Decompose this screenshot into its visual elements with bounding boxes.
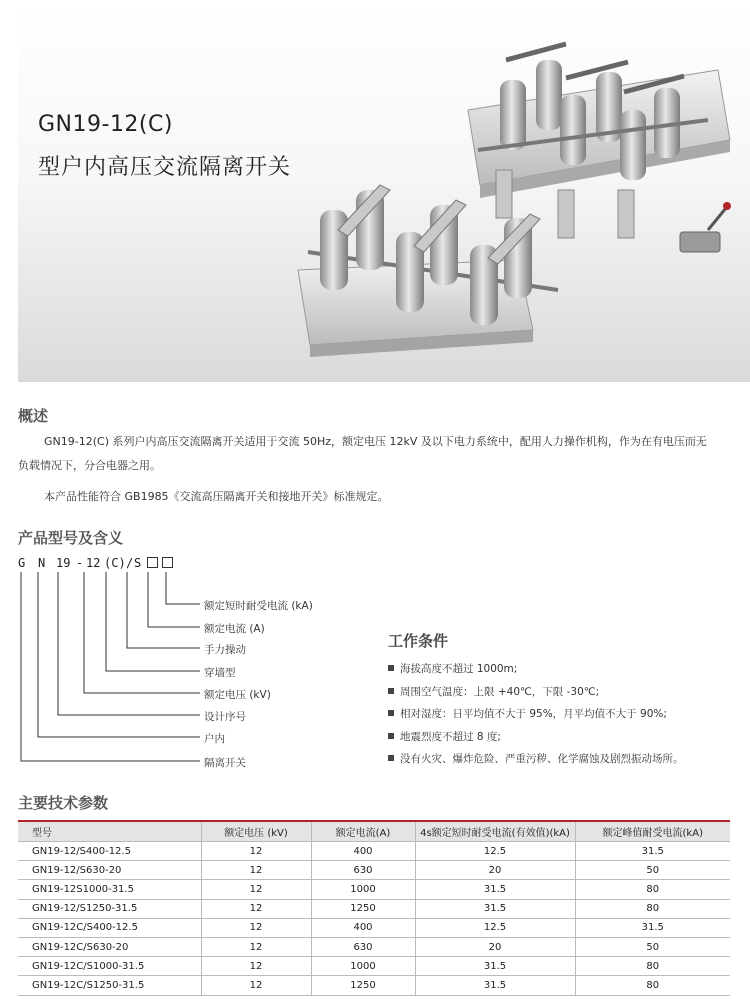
cell-current: 400 (311, 918, 415, 937)
col-header-peak-current: 额定峰值耐受电流(kA) (575, 821, 730, 842)
bullet-icon (388, 710, 394, 716)
condition-item: 周围空气温度：上限 +40℃，下限 -30℃; (388, 681, 684, 704)
condition-item: 海拔高度不超过 1000m; (388, 658, 684, 681)
cell-peak: 80 (575, 957, 730, 976)
table-header-row (18, 821, 730, 842)
code-19: 19 (56, 556, 71, 570)
cell-peak: 31.5 (575, 918, 730, 937)
overview-paragraph-line2: 负载情况下，分合电器之用。 (18, 459, 161, 472)
table-row (18, 918, 730, 937)
bullet-icon (388, 665, 394, 671)
bullet-icon (388, 688, 394, 694)
meaning-manual-operation: 手力操动 (204, 644, 246, 656)
meaning-short-time-current: 额定短时耐受电流 (kA) (204, 600, 313, 612)
condition-item: 没有火灾、爆炸危险、严重污秽、化学腐蚀及剧烈振动场所。 (388, 748, 684, 771)
cell-short-time: 31.5 (415, 957, 575, 976)
cell-current: 1250 (311, 899, 415, 918)
cell-voltage: 12 (201, 937, 311, 956)
cell-model: GN19-12S1000-31.5 (18, 880, 201, 899)
cell-short-time: 20 (415, 861, 575, 880)
cell-model: GN19-12C/S400-12.5 (18, 918, 201, 937)
cell-model: GN19-12/S630-20 (18, 861, 201, 880)
table-row (18, 899, 730, 918)
code-dash: - (76, 556, 84, 570)
cell-model: GN19-12C/S1250-31.5 (18, 976, 201, 995)
cell-model: GN19-12/S400-12.5 (18, 842, 201, 861)
code-c: (C) (104, 556, 126, 570)
cell-current: 630 (311, 861, 415, 880)
col-header-short-time-current: 4s额定短时耐受电流(有效值)(kA) (415, 821, 575, 842)
cell-peak: 80 (575, 899, 730, 918)
cell-short-time: 31.5 (415, 899, 575, 918)
cell-voltage: 12 (201, 861, 311, 880)
overview-paragraph-line1: GN19-12(C) 系列户内高压交流隔离开关适用于交流 50Hz，额定电压 12kV 及以下电力系统中，配用人力操作机构，作为在有电压而无 (44, 435, 707, 448)
col-header-rated-voltage: 额定电压 (kV) (201, 821, 311, 842)
cell-peak: 31.5 (575, 842, 730, 861)
cell-peak: 80 (575, 976, 730, 995)
cell-short-time: 12.5 (415, 842, 575, 861)
col-header-rated-current: 额定电流(A) (311, 821, 415, 842)
conditions-heading: 工作条件 (388, 632, 449, 650)
product-title: GN19-12(C) (38, 112, 173, 137)
code-s: S (134, 556, 142, 570)
table-row (18, 861, 730, 880)
hero-banner (18, 0, 750, 382)
model-leader-lines (0, 560, 210, 770)
cell-peak: 50 (575, 861, 730, 880)
cell-voltage: 12 (201, 918, 311, 937)
cell-short-time: 20 (415, 937, 575, 956)
cell-current: 1000 (311, 957, 415, 976)
table-row (18, 880, 730, 899)
cell-voltage: 12 (201, 880, 311, 899)
table-row (18, 842, 730, 861)
cell-short-time: 12.5 (415, 918, 575, 937)
cell-current: 400 (311, 842, 415, 861)
bullet-icon (388, 755, 394, 761)
meaning-design-serial: 设计序号 (204, 711, 246, 723)
code-slash: / (126, 556, 134, 570)
meaning-indoor: 户内 (204, 733, 225, 745)
bullet-icon (388, 733, 394, 739)
product-subtitle: 型户内高压交流隔离开关 (38, 155, 292, 180)
meaning-disconnector: 隔离开关 (204, 757, 246, 769)
cell-voltage: 12 (201, 976, 311, 995)
table-row (18, 957, 730, 976)
cell-voltage: 12 (201, 899, 311, 918)
code-12: 12 (86, 556, 101, 570)
meaning-rated-current: 额定电流 (A) (204, 623, 265, 635)
cell-current: 630 (311, 937, 415, 956)
conditions-list (388, 658, 684, 771)
col-header-model: 型号 (18, 821, 201, 842)
cell-voltage: 12 (201, 842, 311, 861)
cell-model: GN19-12C/S1000-31.5 (18, 957, 201, 976)
specs-table (18, 820, 730, 996)
code-n: N (38, 556, 46, 570)
standard-paragraph: 本产品性能符合 GB1985《交流高压隔离开关和接地开关》标准规定。 (44, 490, 389, 503)
cell-peak: 80 (575, 880, 730, 899)
table-row (18, 976, 730, 995)
table-row (18, 937, 730, 956)
cell-model: GN19-12/S1250-31.5 (18, 899, 201, 918)
cell-current: 1250 (311, 976, 415, 995)
cell-current: 1000 (311, 880, 415, 899)
product-photo (18, 0, 750, 382)
overview-heading: 概述 (18, 407, 49, 425)
model-heading: 产品型号及含义 (18, 529, 124, 547)
cell-short-time: 31.5 (415, 880, 575, 899)
cell-voltage: 12 (201, 957, 311, 976)
cell-short-time: 31.5 (415, 976, 575, 995)
condition-item: 地震烈度不超过 8 度; (388, 726, 684, 749)
cell-peak: 50 (575, 937, 730, 956)
specs-heading: 主要技术参数 (18, 794, 109, 812)
meaning-wall-type: 穿墙型 (204, 667, 236, 679)
meaning-rated-voltage: 额定电压 (kV) (204, 689, 271, 701)
condition-item: 相对湿度：日平均值不大于 95%，月平均值不大于 90%; (388, 703, 684, 726)
code-g: G (18, 556, 26, 570)
cell-model: GN19-12C/S630-20 (18, 937, 201, 956)
